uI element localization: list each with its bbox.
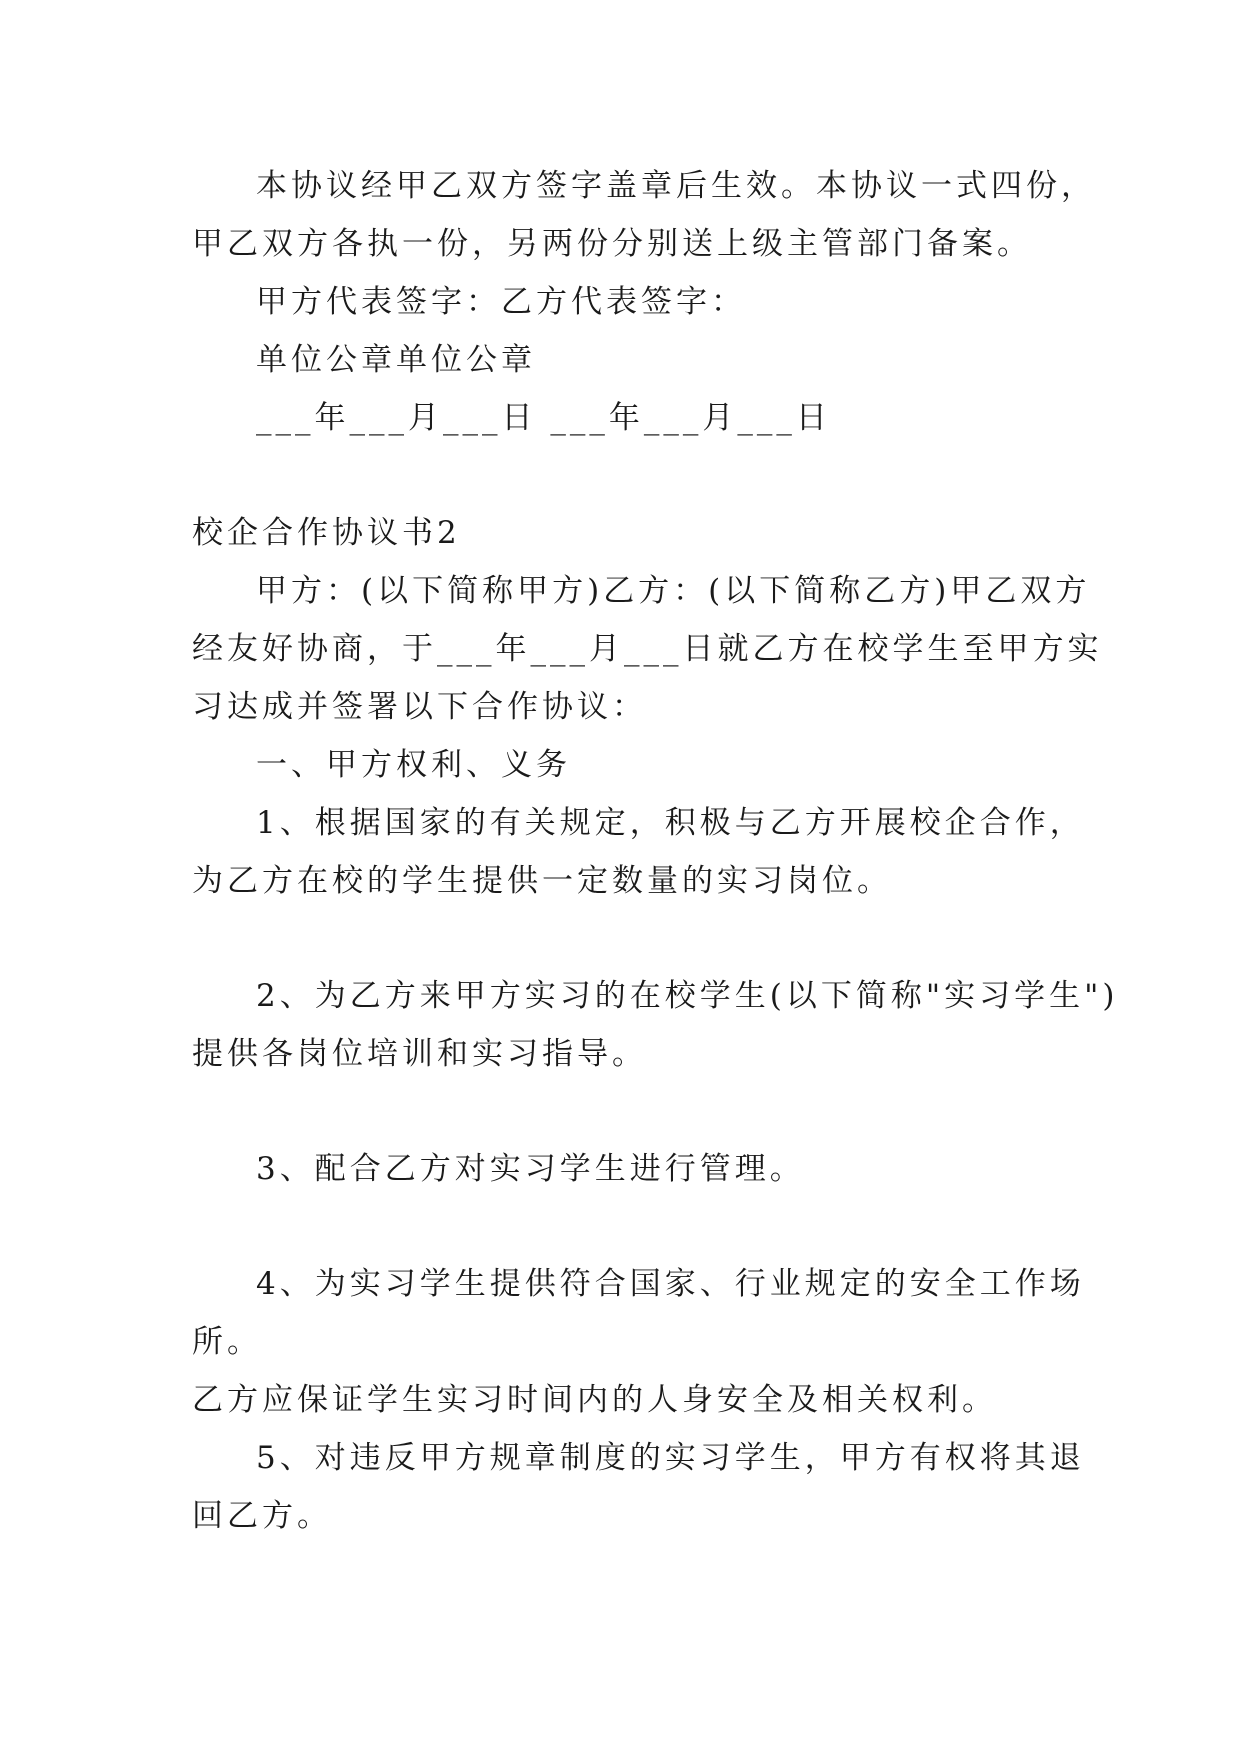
section-title: 校企合作协议书2 xyxy=(192,515,461,551)
text-line: 5、对违反甲方规章制度的实习学生，甲方有权将其退 xyxy=(256,1440,1085,1476)
text-line: 3、配合乙方对实习学生进行管理。 xyxy=(256,1151,805,1187)
text-line: 为乙方在校的学生提供一定数量的实习岗位。 xyxy=(192,863,892,899)
text-line: ___年___月___日 ___年___月___日 xyxy=(256,400,831,436)
text-line: 提供各岗位培训和实习指导。 xyxy=(192,1036,647,1072)
text-line: 习达成并签署以下合作协议： xyxy=(192,689,647,725)
text-line: 4、为实习学生提供符合国家、行业规定的安全工作场 xyxy=(256,1266,1085,1302)
text-line: 甲乙双方各执一份，另两份分别送上级主管部门备案。 xyxy=(192,226,1032,262)
text-line: 单位公章单位公章 xyxy=(256,342,536,378)
text-line: 1、根据国家的有关规定，积极与乙方开展校企合作， xyxy=(256,805,1085,841)
text-line: 经友好协商，于___年___月___日就乙方在校学生至甲方实 xyxy=(192,631,1103,667)
text-line: 甲方：(以下简称甲方)乙方：(以下简称乙方)甲乙双方 xyxy=(256,573,1091,609)
text-line: 一、甲方权利、义务 xyxy=(256,747,571,783)
text-line: 所。 xyxy=(192,1324,262,1360)
text-line: 乙方应保证学生实习时间内的人身安全及相关权利。 xyxy=(192,1382,997,1418)
text-line: 本协议经甲乙双方签字盖章后生效。本协议一式四份， xyxy=(256,168,1096,204)
text-line: 甲方代表签字：乙方代表签字： xyxy=(256,284,746,320)
text-line: 回乙方。 xyxy=(192,1498,332,1534)
text-line: 2、为乙方来甲方实习的在校学生(以下简称"实习学生") xyxy=(256,978,1119,1014)
